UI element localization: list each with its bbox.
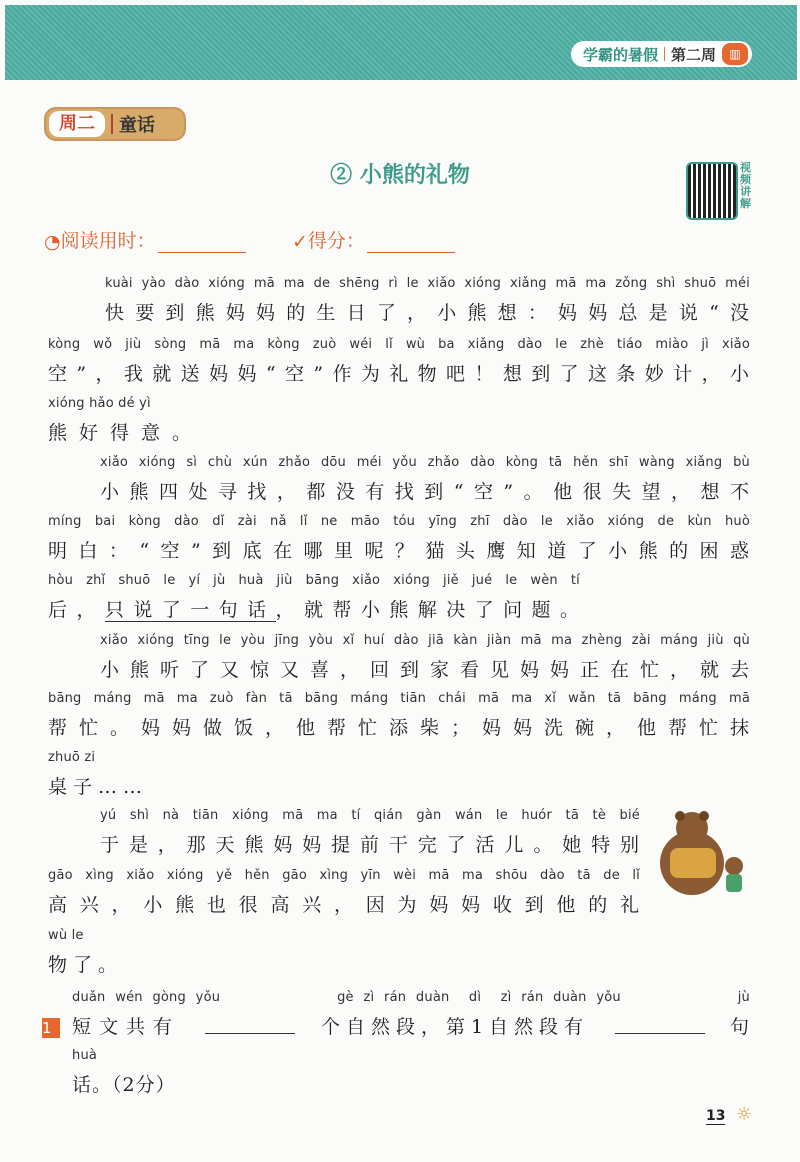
- score-label: 得分：: [307, 230, 365, 252]
- pinyin: xiǎo xióng tīng le yòu jīng yòu xǐ huí dào jiā kàn jiàn mā ma zhèng zài máng jiù qù: [100, 633, 750, 648]
- score: [292, 226, 455, 253]
- reading-time: [44, 226, 246, 253]
- hanzi: 于是，那天熊妈妈提前干完了活儿。她特别: [100, 834, 640, 856]
- hanzi: 物了。: [48, 954, 124, 976]
- text-line: [48, 573, 580, 622]
- question-number: 1: [42, 1018, 60, 1038]
- hanzi: 高兴，小熊也很高兴，因为妈妈收到他的礼: [48, 894, 640, 916]
- pinyin: bāng máng mā ma zuò fàn tā bāng máng tiān chái mā ma xǐ wǎn tā bāng máng mā: [48, 691, 750, 706]
- answer-blank[interactable]: [205, 1018, 295, 1034]
- text-line: [48, 750, 750, 799]
- text-line: [100, 808, 640, 857]
- clock-icon: ◔: [44, 231, 61, 253]
- hanzi: [48, 595, 580, 622]
- score-blank: [367, 233, 455, 253]
- text-line: [100, 633, 750, 682]
- hanzi: 小熊听了又惊又喜，回到家看见妈妈正在忙，就去: [100, 659, 750, 681]
- text-line: [48, 928, 750, 977]
- hanzi-part: ，就帮小熊解决了问题。: [275, 599, 580, 621]
- pinyin: míng bai kòng dào dǐ zài nǎ lǐ ne māo tóu yīng zhī dào le xiǎo xióng de kùn huò: [48, 514, 750, 529]
- divider: [664, 47, 665, 61]
- pinyin: gāo xìng xiǎo xióng yě hěn gāo xìng yīn wèi mā ma shōu dào tā de lǐ: [48, 868, 640, 883]
- qr-code-icon: [686, 162, 738, 220]
- answer-blank[interactable]: [615, 1018, 705, 1034]
- qr-label: 视频讲解: [740, 161, 751, 210]
- week-label: 第二周: [670, 45, 716, 64]
- pinyin: xióng hǎo dé yì: [48, 396, 151, 411]
- text-line: [48, 396, 750, 445]
- hanzi: 桌子……: [48, 776, 149, 798]
- pinyin: huà: [72, 1048, 98, 1063]
- pinyin: hòu zhǐ shuō le yí jù huà jiù bāng xiǎo xióng jiě jué le wèn tí: [48, 573, 580, 588]
- pinyin: xiǎo xióng sì chù xún zhǎo dōu méi yǒu zhǎo dào kòng tā hěn shī wàng xiǎng bù: [100, 455, 750, 470]
- text-line: [105, 276, 750, 325]
- text-line: [48, 868, 640, 917]
- pinyin: yú shì nà tiān xióng mā ma tí qián gàn wán le huór tā tè bié: [100, 808, 640, 823]
- book-icon: ▥: [722, 43, 748, 65]
- question-text: 短文共有: [72, 1016, 181, 1038]
- series-name: 学霸的暑假: [582, 45, 658, 64]
- text-line: [48, 514, 750, 563]
- text-line: [48, 337, 750, 386]
- time-label: 阅读用时：: [60, 230, 156, 252]
- question-text: 个自然段，第1自然段有: [320, 1016, 590, 1038]
- series-tag: [571, 41, 752, 67]
- hanzi: 空”，我就送妈妈“空”作为礼物吧！想到了这条妙计，小: [48, 363, 750, 385]
- hanzi-part: 后，: [48, 599, 105, 621]
- divider: [111, 114, 113, 134]
- question-text: 句: [729, 1016, 750, 1038]
- pinyin: kòng wǒ jiù sòng mā ma kòng zuò wéi lǐ wù ba xiǎng dào le zhè tiáo miào jì xiǎo: [48, 337, 750, 352]
- bear-illustration: [652, 808, 752, 898]
- pinyin: kuài yào dào xióng mā ma de shēng rì le xiǎo xióng xiǎng mā ma zǒng shì shuō méi: [105, 276, 750, 291]
- pinyin: zhuō zi: [48, 750, 96, 765]
- hanzi: 明白：“空”到底在哪里呢？猫头鹰知道了小熊的困惑: [48, 540, 750, 562]
- pinyin: duǎn wén gòng yǒu gè zì rán duàn dì zì rán duàn yǒu jù: [72, 990, 750, 1005]
- category-label: 童话: [119, 115, 155, 136]
- section-tag: [44, 107, 186, 141]
- page-title: ② 小熊的礼物: [330, 162, 470, 188]
- underlined-phrase: 只说了一句话: [104, 599, 276, 621]
- question-1: [42, 990, 750, 1039]
- sun-icon: ☼: [736, 1104, 753, 1125]
- question-text: 话。（2分）: [72, 1074, 176, 1096]
- check-icon: ✓: [292, 231, 308, 253]
- text-line: [48, 691, 750, 740]
- page-number: 13: [706, 1108, 726, 1124]
- hanzi: 小熊四处寻找，都没有找到“空”。他很失望，想不: [100, 481, 750, 503]
- text-line: [100, 455, 750, 504]
- day-label: 周二: [49, 111, 105, 137]
- hanzi: 快要到熊妈妈的生日了，小熊想：妈妈总是说“没: [105, 302, 750, 324]
- pinyin: wù le: [48, 928, 84, 943]
- question-1-cont: [72, 1048, 750, 1097]
- hanzi: 帮忙。妈妈做饭，他帮忙添柴；妈妈洗碗，他帮忙抹: [48, 717, 750, 739]
- time-blank: [158, 233, 246, 253]
- hanzi: 熊好得意。: [48, 422, 204, 444]
